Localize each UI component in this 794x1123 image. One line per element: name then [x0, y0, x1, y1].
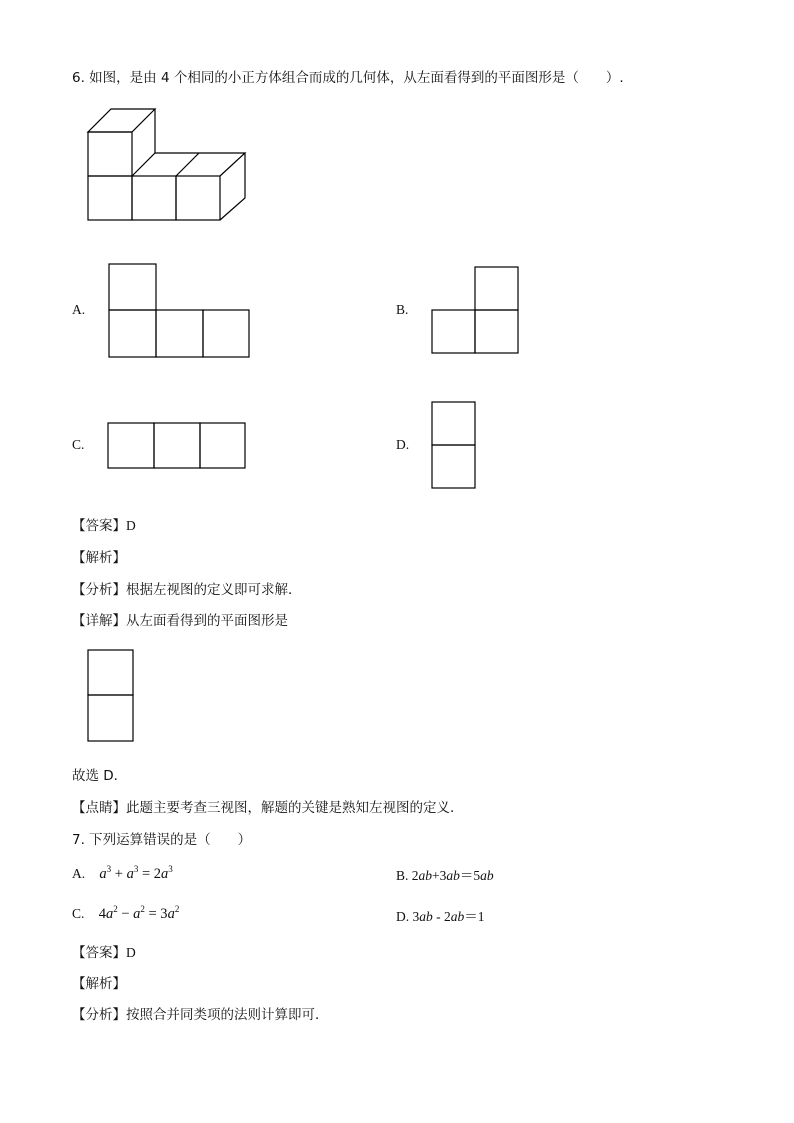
q7-option-a-label: A. [72, 866, 86, 881]
option-b-label: B. [396, 302, 409, 317]
fenxi-line-q7 [72, 1003, 329, 1023]
coefficient: 4 [98, 906, 106, 922]
question-6-stem: 6. 如图，是由 4 个相同的小正方体组合而成的几何体，从左面看得到的平面图形是（ ）. [72, 70, 624, 86]
analysis-tag-q6: 【解析】 [72, 550, 126, 566]
q7-option-d-expr [413, 909, 485, 924]
answer-value: D [126, 945, 136, 960]
term: a [126, 866, 134, 882]
q7-option-c-label: C. [72, 906, 85, 921]
exponent: 3 [106, 864, 112, 874]
analysis-tag-q7: 【解析】 [72, 976, 126, 992]
fenxi-text: 按照合并同类项的法则计算即可． [126, 1007, 329, 1023]
conclusion-q6: 故选 D． [72, 768, 128, 784]
exponent: 3 [168, 864, 173, 874]
operator: − [117, 906, 134, 922]
dianjing-text: 此题主要考查三视图，解题的关键是熟知左视图的定义． [126, 800, 464, 816]
equals: ＝1 [464, 909, 485, 924]
operator: + [111, 866, 127, 882]
answer-tag: 【答案】 [72, 945, 126, 961]
equals: = 3 [144, 906, 168, 922]
term: a [133, 906, 141, 922]
answer-line-q7 [72, 941, 136, 961]
dianjing-line-q6 [72, 796, 464, 816]
exponent: 2 [140, 904, 145, 914]
operator: +3 [432, 868, 447, 883]
variable: ab [446, 868, 460, 883]
q7-option-a [72, 864, 173, 883]
option-a-label: A. [72, 302, 86, 317]
operator: - 2 [432, 909, 451, 924]
q7-option-b-label: B. [396, 868, 409, 883]
coefficient: 3 [412, 909, 420, 924]
q7-option-a-expr [99, 866, 172, 882]
q7-option-c [72, 904, 179, 923]
xiangjie-text: 从左面看得到的平面图形是 [126, 613, 288, 629]
answer-value: D [126, 518, 136, 533]
term: a [167, 906, 175, 922]
term: a [105, 906, 114, 922]
q7-option-d-label: D. [396, 909, 410, 924]
option-d-label: D. [396, 437, 410, 452]
q7-option-b [396, 864, 494, 884]
variable: ab [450, 909, 465, 924]
equals: = 2 [138, 866, 162, 882]
exponent: 2 [174, 904, 180, 914]
question-7-stem: 7. 下列运算错误的是（ ） [72, 832, 252, 848]
term: a [99, 866, 107, 882]
fenxi-text: 根据左视图的定义即可求解． [126, 582, 302, 598]
q7-option-d [396, 905, 485, 925]
answer-tag: 【答案】 [72, 518, 126, 534]
exponent: 2 [113, 904, 118, 914]
fenxi-tag: 【分析】 [72, 1007, 126, 1023]
variable: ab [419, 909, 433, 924]
dianjing-tag: 【点睛】 [72, 800, 126, 816]
option-c-label: C. [72, 437, 85, 452]
q7-option-b-expr [412, 868, 494, 883]
variable: ab [480, 868, 494, 883]
exponent: 3 [133, 864, 139, 874]
fenxi-tag: 【分析】 [72, 582, 126, 598]
coefficient: 2 [411, 868, 419, 883]
q7-option-c-expr [99, 906, 180, 922]
equals: ＝5 [459, 868, 481, 883]
xiangjie-tag: 【详解】 [72, 613, 126, 629]
variable: ab [418, 868, 433, 883]
term: a [161, 866, 169, 882]
